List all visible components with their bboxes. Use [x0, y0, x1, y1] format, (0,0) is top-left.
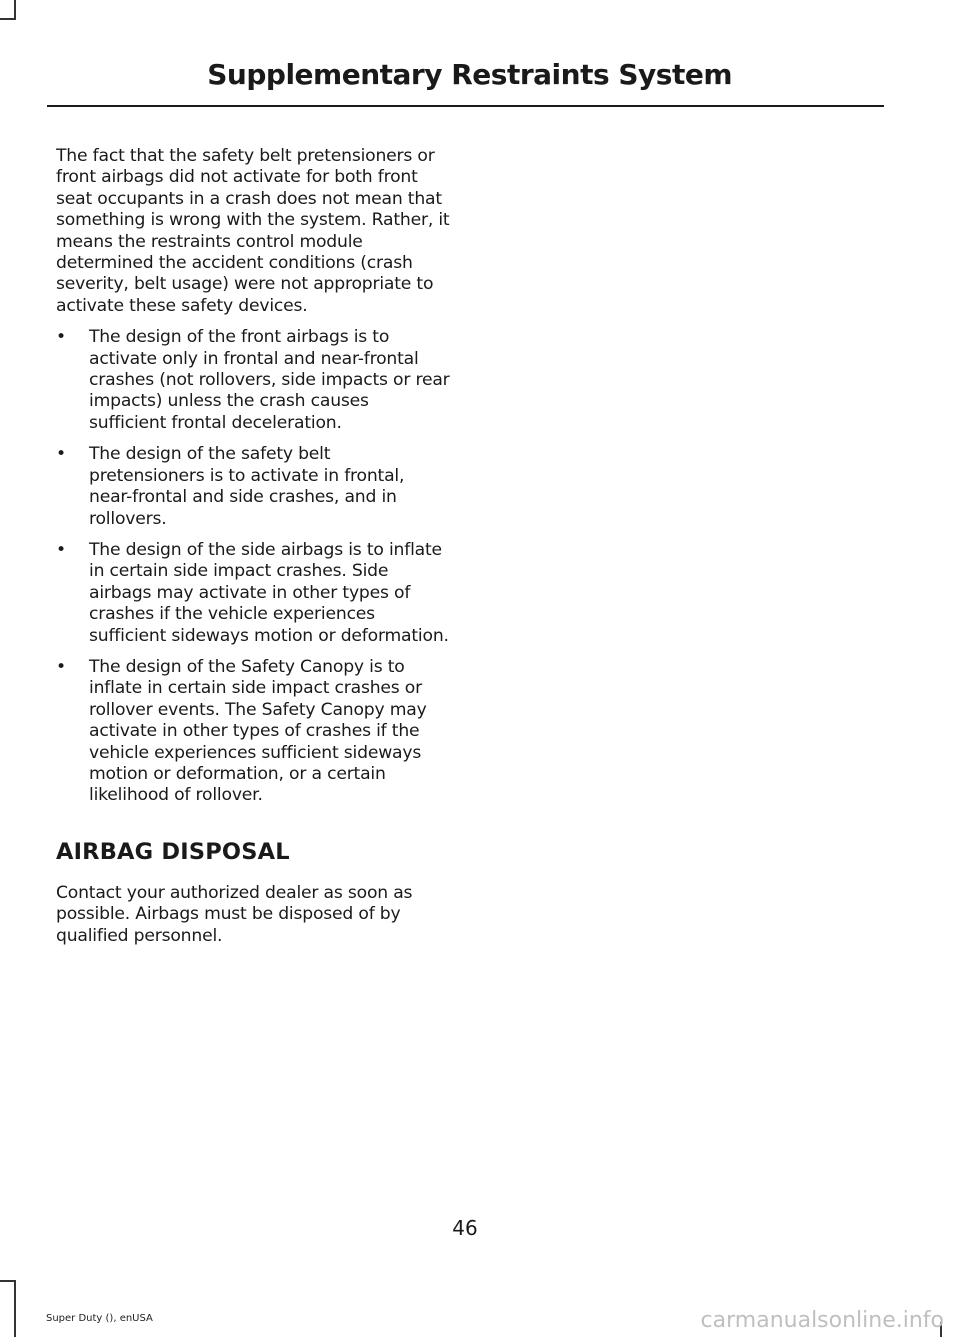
list-item-text: The design of the safety belt pretensioners is to activate in frontal, near-frontal and side crashes, and in rollovers.	[89, 444, 405, 529]
page-title: Supplementary Restraints System	[207, 58, 732, 91]
list-item-text: The design of the front airbags is to activate only in frontal and near-frontal crashes (not rollovers, side impacts or rear impacts) unless the crash causes sufficient frontal deceleration.	[89, 327, 450, 433]
bullet-icon: •	[56, 539, 66, 560]
list-item	[56, 540, 450, 647]
list-item-text: The design of the side airbags is to inflate in certain side impact crashes. Side airbags may activate in other types of crashes if the vehicle experiences sufficient sideways motion or deformation.	[89, 539, 449, 646]
watermark: carmanualsonline.info	[700, 1308, 944, 1333]
list-item	[56, 444, 450, 530]
list-item	[56, 657, 450, 807]
bullet-icon: •	[56, 327, 66, 348]
header-rule	[47, 105, 884, 107]
intro-paragraph: The fact that the safety belt pretensioners or front airbags did not activate for both front seat occupants in a crash does not mean that something is wrong with the system. Rather, it means the restraints control module determined the accident conditions (crash severity, belt usage) were not appropriate to activate these safety devices.	[56, 146, 450, 316]
crop-mark	[14, 1280, 16, 1337]
bullet-list	[56, 327, 450, 807]
section-heading: AIRBAG DISPOSAL	[56, 838, 290, 865]
bullet-icon: •	[56, 656, 66, 677]
main-content	[56, 146, 450, 947]
list-item	[56, 327, 450, 434]
crop-mark	[0, 18, 16, 20]
bullet-icon: •	[56, 444, 66, 465]
page-number: 46	[452, 1216, 478, 1240]
list-item-text: The design of the Safety Canopy is to inflate in certain side impact crashes or rollover events. The Safety Canopy may activate in other types of crashes if the vehicle experiences sufficient sideways motion or deformation, or a certain likelihood of rollover.	[89, 656, 427, 806]
crop-mark	[14, 0, 16, 18]
section-paragraph: Contact your authorized dealer as soon as possible. Airbags must be disposed of by qualified personnel.	[56, 882, 413, 946]
edition-label: Super Duty (), enUSA	[46, 1313, 153, 1324]
crop-mark	[0, 1280, 16, 1282]
